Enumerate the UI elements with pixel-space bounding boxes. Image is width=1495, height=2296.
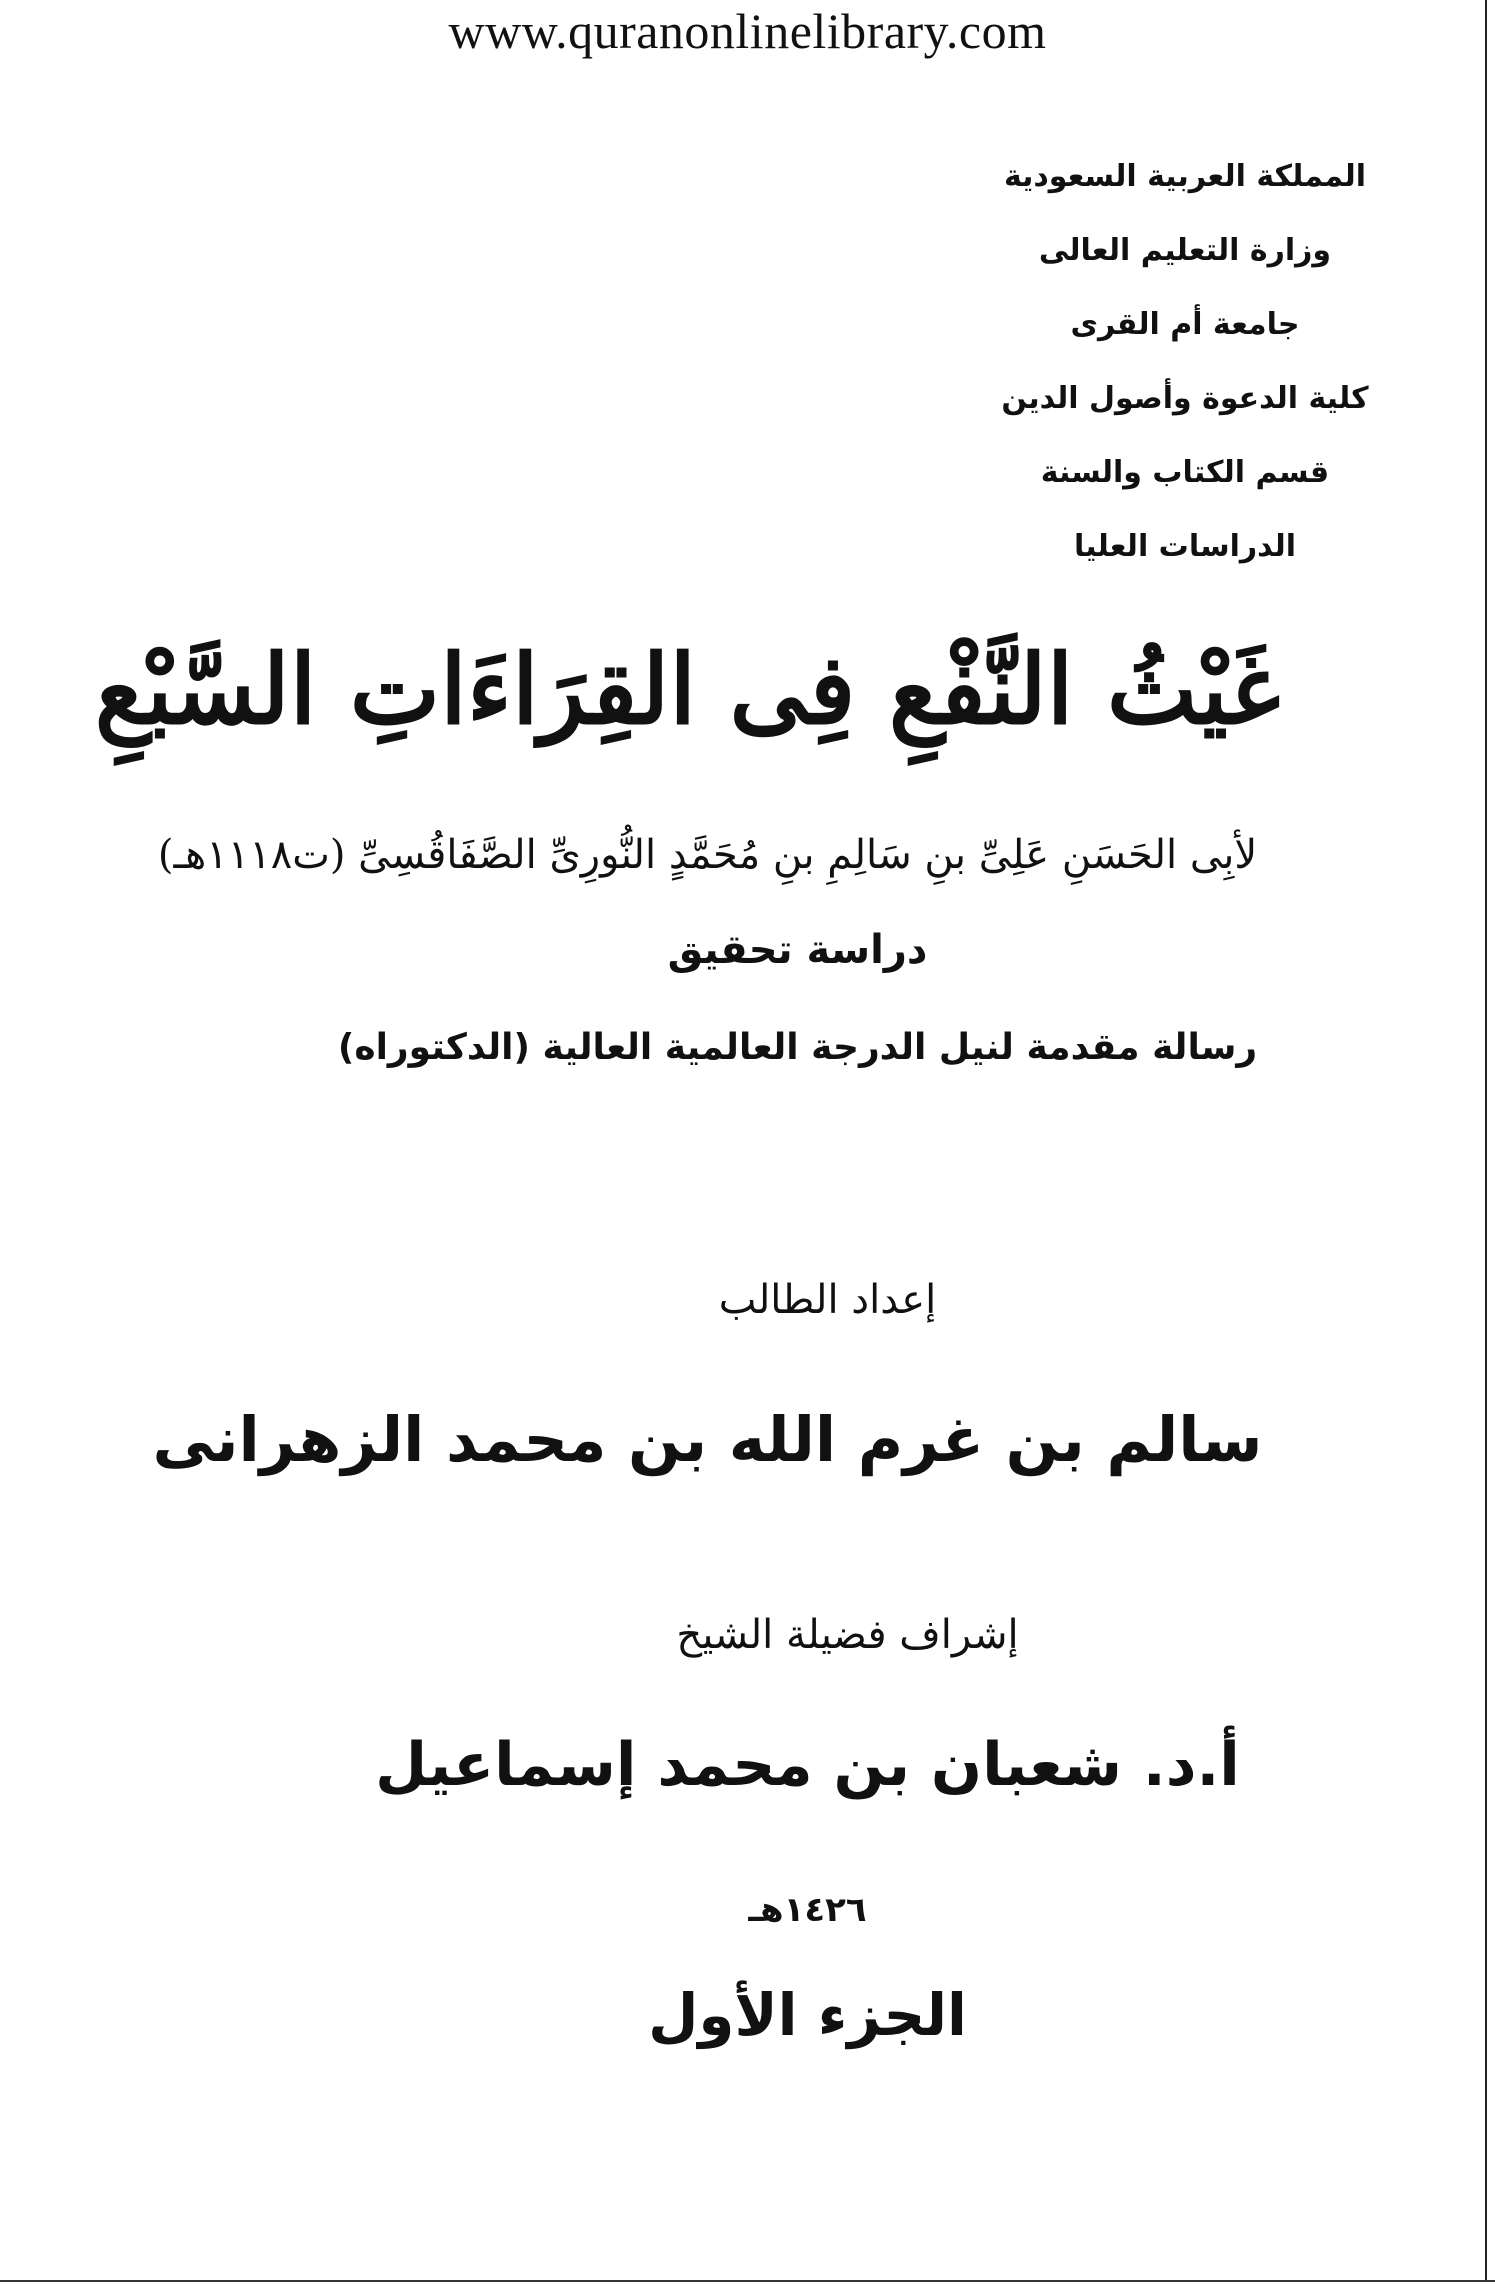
study-type: دراسة تحقيق bbox=[667, 927, 928, 973]
hijri-year: ١٤٢٦هـ bbox=[748, 1890, 867, 1930]
header-university: جامعة أم القرى bbox=[1070, 307, 1300, 342]
page-bottom-line bbox=[0, 2280, 1495, 2282]
header-department: قسم الكتاب والسنة bbox=[1040, 455, 1330, 490]
book-author: لأبِى الحَسَنِ عَلِىِّ بنِ سَالِمِ بنِ مُحَمَّدٍ النُّورِىِّ الصَّفَاقُسِىِّ (ت١١١٨هـ) bbox=[157, 832, 1258, 878]
thesis-description: رسالة مقدمة لنيل الدرجة العالمية العالية (الدكتوراه) bbox=[337, 1027, 1258, 1068]
header-ministry: وزارة التعليم العالى bbox=[1038, 233, 1332, 268]
prepared-by-label: إعداد الطالب bbox=[718, 1277, 937, 1323]
page-edge-line bbox=[1485, 0, 1487, 2280]
website-url: www.quranonlinelibrary.com bbox=[448, 3, 1047, 59]
supervision-label: إشراف فضيلة الشيخ bbox=[676, 1612, 1019, 1658]
student-name: سالم بن غرم الله بن محمد الزهرانى bbox=[152, 1403, 1263, 1476]
book-title: غَيْثُ النَّفْعِ فِى القِرَاءَاتِ السَّبْعِ bbox=[94, 633, 1281, 746]
supervisor-name: أ.د. شعبان بن محمد إسماعيل bbox=[375, 1730, 1240, 1800]
institution-header bbox=[985, 140, 1385, 584]
header-college: كلية الدعوة وأصول الدين bbox=[1001, 381, 1369, 416]
header-country: المملكة العربية السعودية bbox=[1003, 159, 1367, 194]
volume-label: الجزء الأول bbox=[648, 1981, 967, 2049]
header-graduate-studies: الدراسات العليا bbox=[1073, 529, 1297, 564]
